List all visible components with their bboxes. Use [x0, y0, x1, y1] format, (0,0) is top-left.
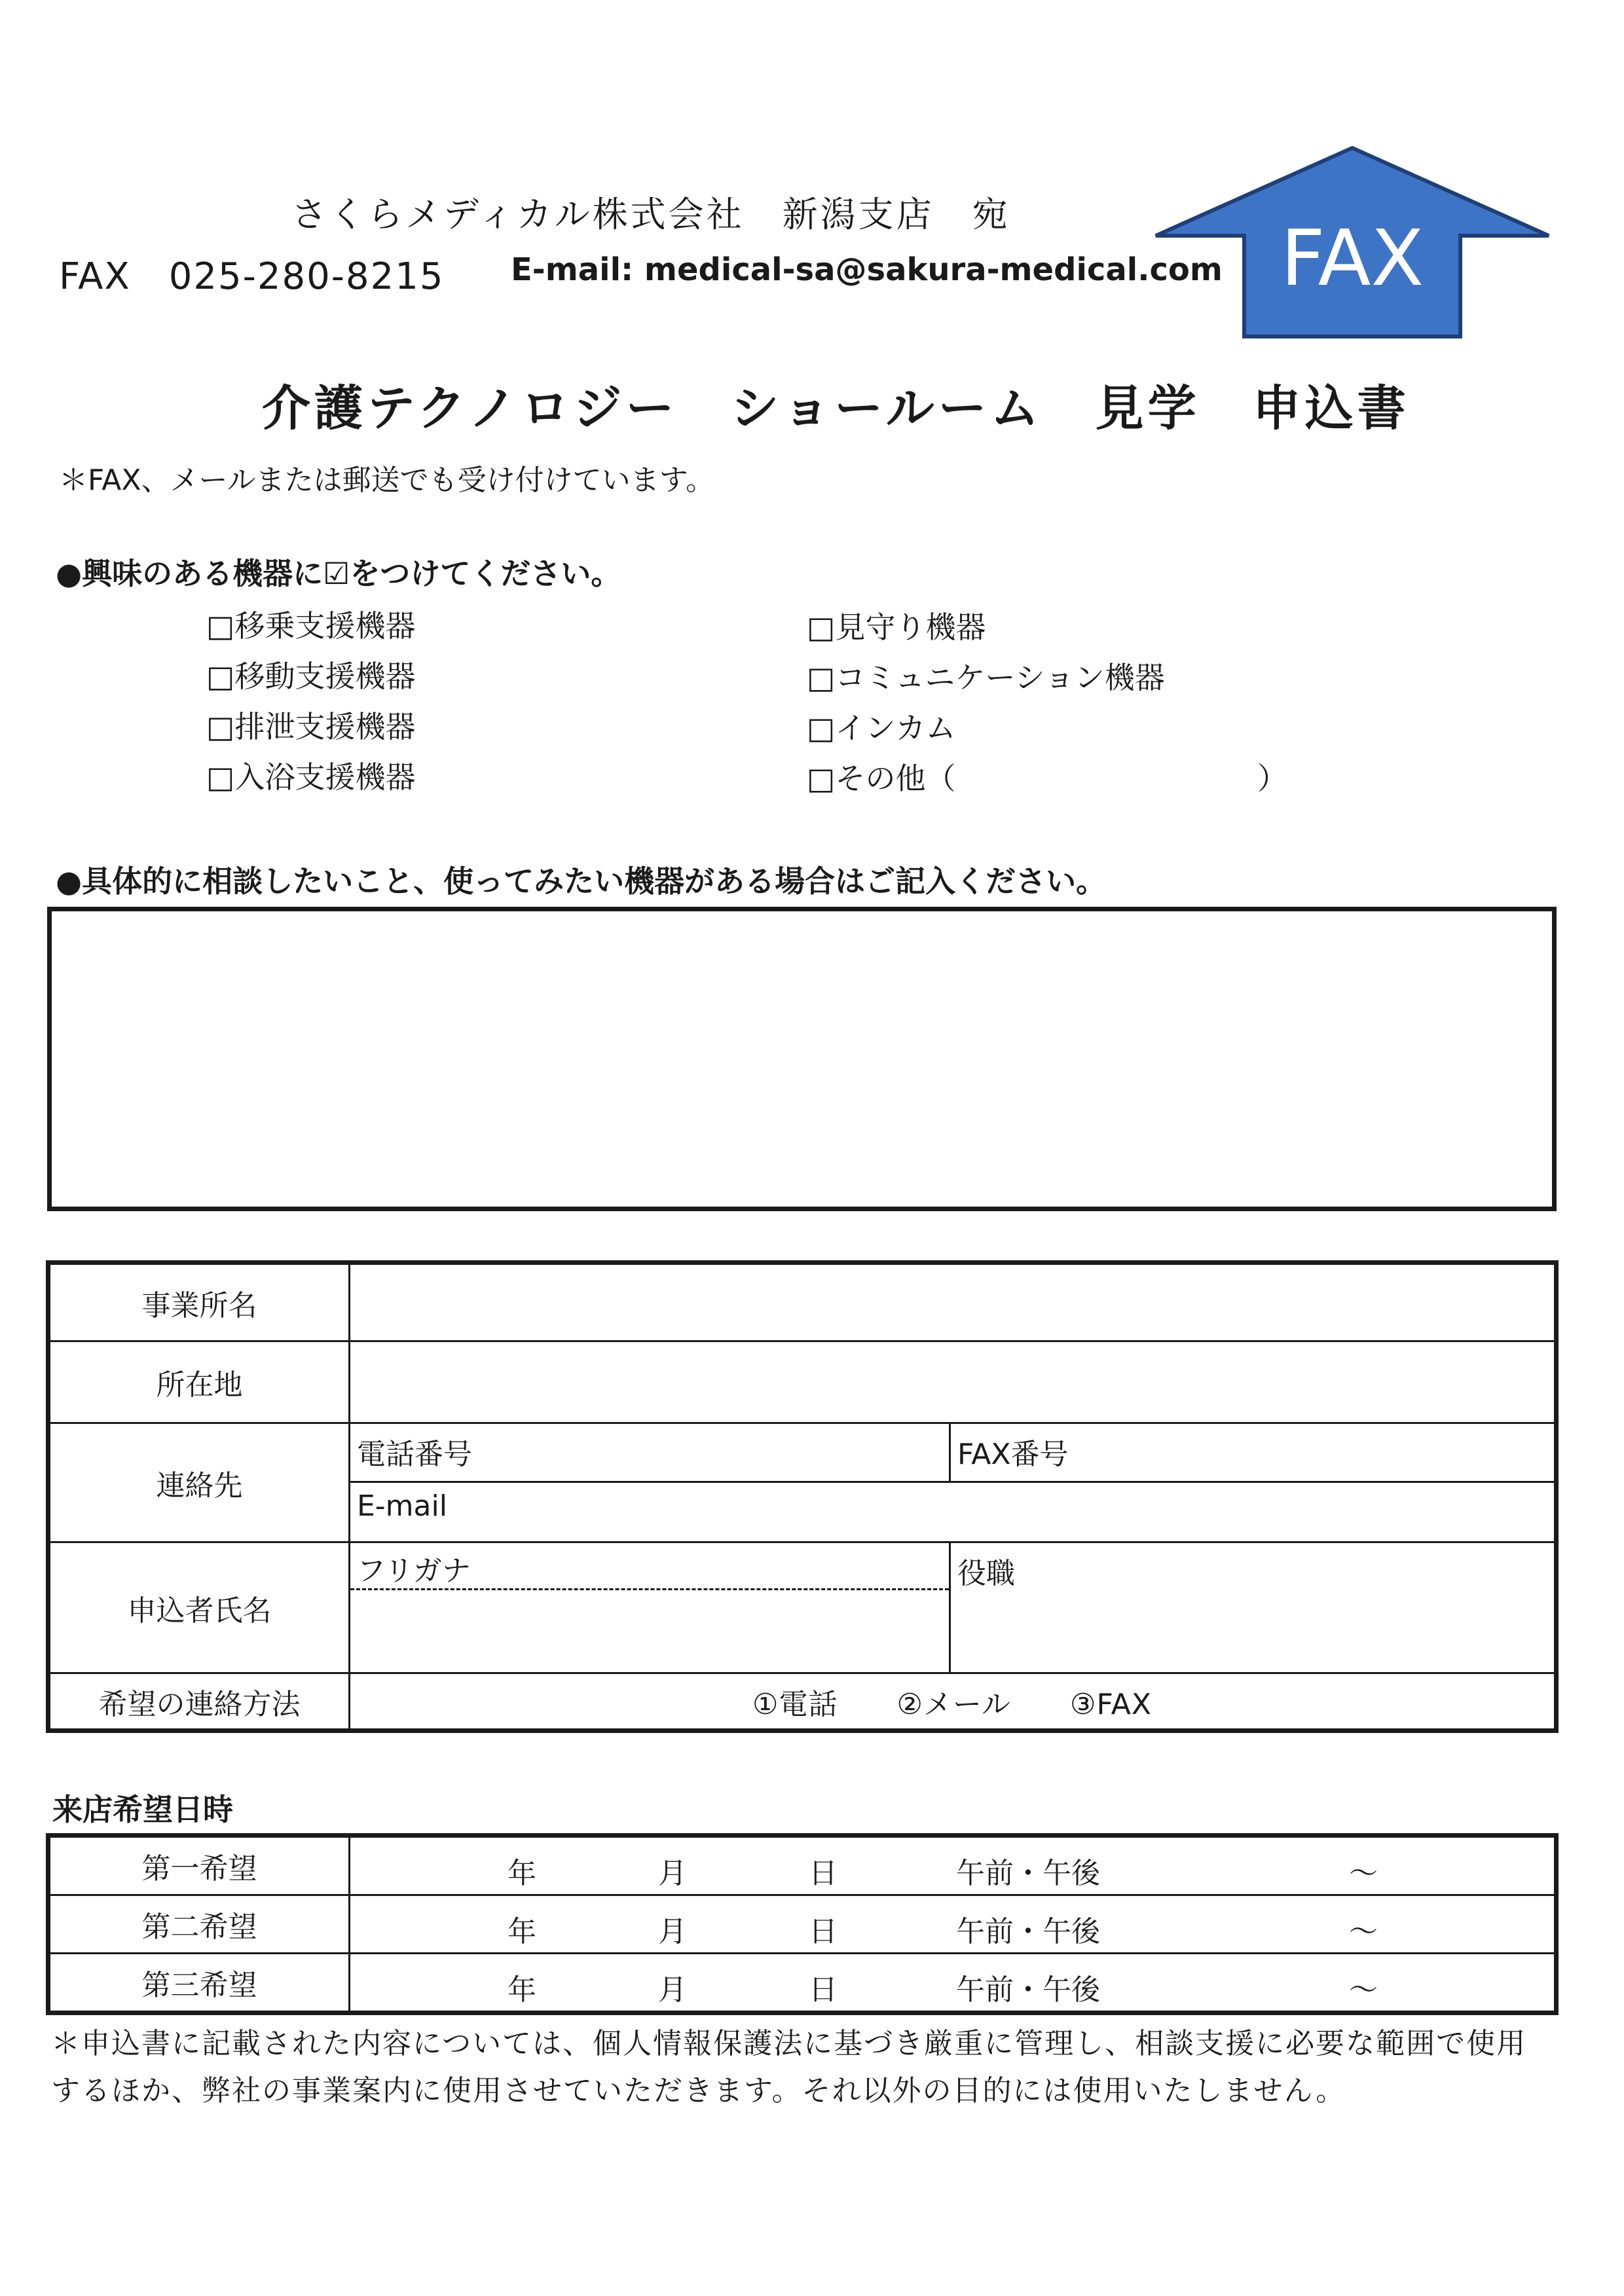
- option-other-close: ）: [1257, 761, 1287, 796]
- applicant-name-cell: [350, 1542, 950, 1673]
- ampm-label[interactable]: 午前・午後: [956, 1857, 1100, 1890]
- page-title: 介護テクノロジー ショールーム 見学 申込書: [262, 380, 1410, 437]
- consult-textarea[interactable]: [47, 907, 1557, 1211]
- tilde-label: ～: [1349, 1915, 1378, 1948]
- tilde-label: ～: [1349, 1973, 1378, 2007]
- tilde-label: ～: [1349, 1857, 1378, 1890]
- phone-field[interactable]: [350, 1423, 950, 1482]
- second-choice-field[interactable]: [350, 1895, 1557, 1954]
- third-choice-field[interactable]: [350, 1954, 1557, 2013]
- email-label: E-mail: [357, 1489, 447, 1523]
- year-label: 年: [507, 1973, 536, 2007]
- visit-table: [46, 1833, 1559, 2015]
- privacy-note-line1: ＊申込書に記載された内容については、個人情報保護法に基づき厳重に管理し、相談支援に必要な範囲で使用: [51, 2027, 1527, 2060]
- visit-row: [48, 1895, 1557, 1954]
- fax-arrow-icon: [1153, 144, 1552, 340]
- contact-method-label: 希望の連絡方法: [48, 1673, 350, 1731]
- option-transfer-support[interactable]: □移乗支援機器: [206, 608, 416, 644]
- day-label: 日: [809, 1915, 838, 1948]
- email-address: E-mail: medical-sa@sakura-medical.com: [511, 251, 1223, 288]
- option-other[interactable]: □その他（: [807, 761, 956, 796]
- position-field[interactable]: [950, 1542, 1557, 1673]
- third-choice-label: 第三希望: [48, 1954, 350, 2013]
- address-field[interactable]: [350, 1341, 1557, 1423]
- visit-row: [48, 1836, 1557, 1895]
- fax-badge-label: FAX: [1280, 213, 1424, 303]
- fax-number-label: FAX番号: [957, 1438, 1069, 1471]
- applicant-table: [46, 1260, 1559, 1733]
- privacy-note-line2: するほか、弊社の事業案内に使用させていただきます。それ以外の目的には使用いたしません。: [51, 2074, 1346, 2107]
- office-name-label: 事業所名: [48, 1263, 350, 1341]
- first-choice-field[interactable]: [350, 1836, 1557, 1895]
- first-choice-label: 第一希望: [48, 1836, 350, 1895]
- year-label: 年: [507, 1857, 536, 1890]
- consult-heading: ●具体的に相談したいこと、使ってみたい機器がある場合はご記入ください。: [56, 864, 1107, 899]
- visit-row: [48, 1954, 1557, 2013]
- submission-notice: ＊FAX、メールまたは郵送でも受け付けています。: [59, 464, 715, 497]
- applicant-name-field[interactable]: [350, 1590, 949, 1669]
- month-label: 月: [658, 1973, 687, 2007]
- month-label: 月: [658, 1915, 687, 1948]
- email-field[interactable]: [350, 1482, 1557, 1542]
- year-label: 年: [507, 1915, 536, 1948]
- interest-heading: ●興味のある機器に☑をつけてください。: [56, 556, 621, 591]
- option-mobility-support[interactable]: □移動支援機器: [206, 659, 416, 694]
- ampm-label[interactable]: 午前・午後: [956, 1915, 1100, 1948]
- furigana-field[interactable]: [350, 1543, 949, 1590]
- position-label: 役職: [957, 1557, 1015, 1590]
- recipient-text: さくらメディカル株式会社 新潟支店 宛: [291, 194, 1010, 235]
- address-label: 所在地: [48, 1341, 350, 1423]
- contact-method-options[interactable]: ①電話 ②メール ③FAX: [350, 1673, 1557, 1731]
- fax-number-field[interactable]: [950, 1423, 1557, 1482]
- furigana-label: フリガナ: [357, 1554, 471, 1588]
- day-label: 日: [809, 1857, 838, 1890]
- day-label: 日: [809, 1973, 838, 2007]
- applicant-name-label: 申込者氏名: [48, 1542, 350, 1673]
- phone-label: 電話番号: [357, 1438, 472, 1471]
- contact-label: 連絡先: [48, 1423, 350, 1542]
- option-intercom[interactable]: □インカム: [807, 710, 956, 746]
- option-excretion-support[interactable]: □排泄支援機器: [206, 709, 416, 744]
- option-monitoring[interactable]: □見守り機器: [807, 610, 986, 645]
- ampm-label[interactable]: 午前・午後: [956, 1973, 1100, 2007]
- fax-number: FAX 025-280-8215: [59, 255, 445, 298]
- option-bathing-support[interactable]: □入浴支援機器: [206, 759, 416, 795]
- option-communication[interactable]: □コミュニケーション機器: [807, 660, 1165, 695]
- month-label: 月: [658, 1857, 687, 1890]
- visit-heading: 来店希望日時: [52, 1792, 233, 1827]
- office-name-field[interactable]: [350, 1263, 1557, 1341]
- second-choice-label: 第二希望: [48, 1895, 350, 1954]
